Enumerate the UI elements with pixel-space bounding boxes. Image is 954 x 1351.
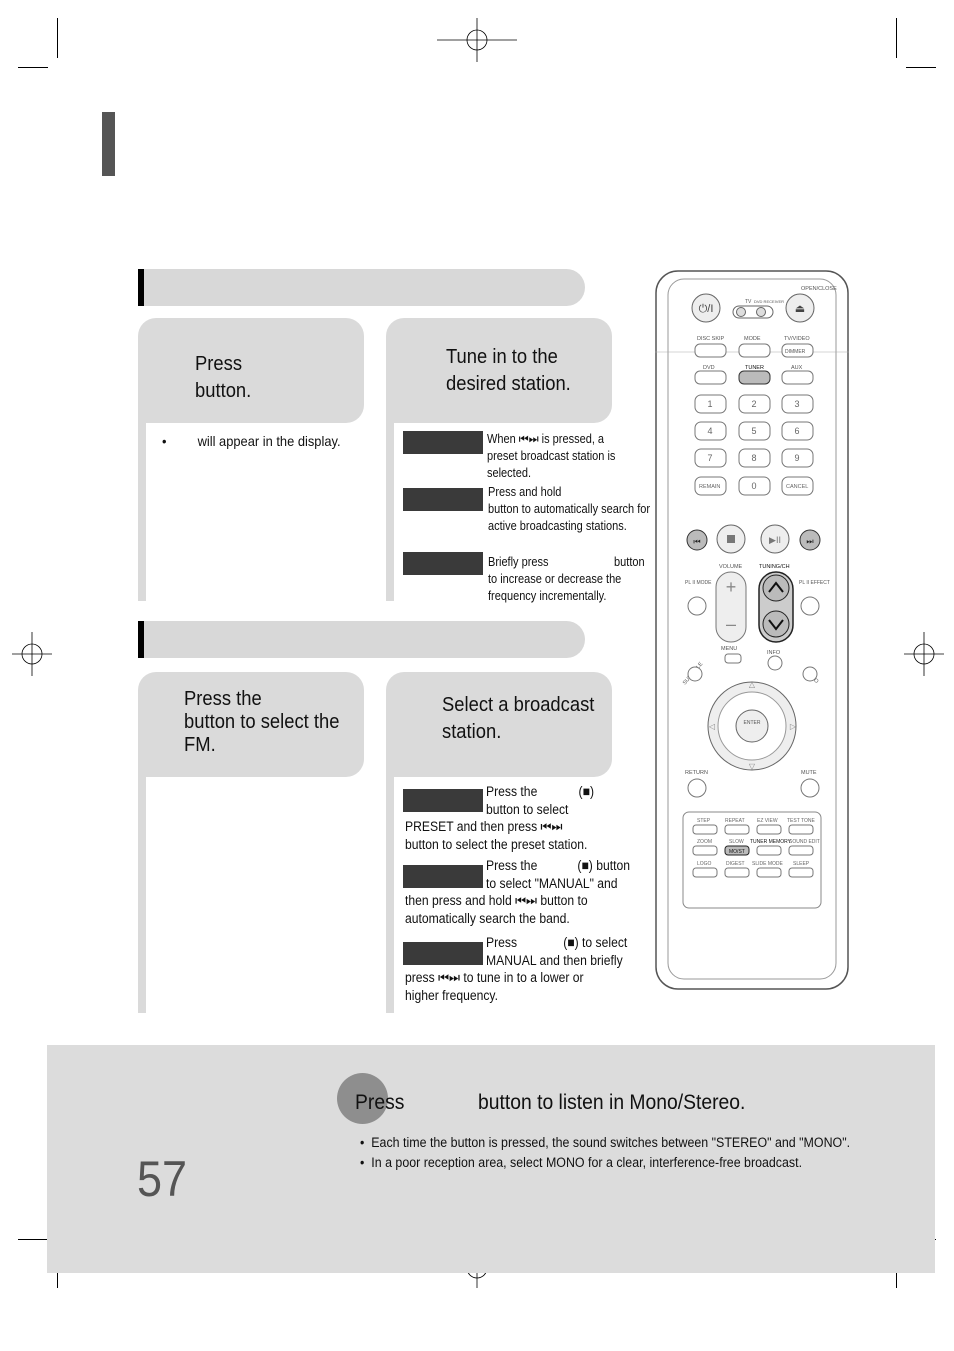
bottom-instruction: Press button to listen in Mono/Stereo.: [355, 1091, 746, 1114]
svg-text:PL II EFFECT: PL II EFFECT: [799, 580, 830, 586]
svg-text:9: 9: [794, 453, 800, 463]
svg-text:SLIDE MODE: SLIDE MODE: [752, 861, 783, 867]
svg-text:TV: TV: [745, 299, 752, 305]
svg-text:+: +: [725, 577, 737, 597]
eject-icon: [786, 294, 814, 322]
svg-text:MENU: MENU: [721, 646, 738, 652]
registration-mark-top: [437, 18, 517, 62]
skip-icon: ⏮⏭: [518, 432, 539, 446]
svg-text:MO/ST: MO/ST: [729, 849, 745, 855]
section-header-fm: [138, 621, 585, 658]
arrow-down-icon: ▽: [748, 762, 756, 771]
svg-text:TUNING/CH: TUNING/CH: [759, 564, 790, 570]
column-bar-b1: [138, 777, 146, 1013]
manual-a-text: Briefly press button to increase or decrease the frequency incrementally.: [488, 555, 645, 603]
stop-icon: [717, 525, 745, 553]
svg-text:DIGEST: DIGEST: [726, 861, 745, 867]
svg-text:EZ VIEW: EZ VIEW: [757, 818, 778, 824]
preset-b-text-1: Press the (■) button to select: [486, 784, 594, 817]
column-bar-b2: [386, 777, 394, 1013]
svg-text:2: 2: [751, 399, 757, 409]
step-a1-text: Press button.: [195, 353, 252, 402]
svg-text:DVD RECEIVER: DVD RECEIVER: [754, 299, 785, 304]
svg-text:⏭: ⏭: [806, 537, 814, 546]
svg-text:MUTE: MUTE: [801, 770, 817, 776]
svg-text:SUB TITLE: SUB: [681, 673, 694, 687]
svg-text:▶II: ▶II: [769, 535, 781, 545]
step-card-b1: [138, 672, 364, 777]
svg-text:DISC SKIP: DISC SKIP: [697, 336, 725, 342]
svg-text:TV/VIDEO: TV/VIDEO: [784, 336, 810, 342]
auto-a-text: Press and hold button to automatically search for active broadcasting stations.: [488, 485, 651, 533]
remote-control-illustration: [655, 270, 849, 990]
page-number: 57: [137, 1151, 188, 1207]
tag-manual-b: [403, 942, 483, 965]
svg-text:6: 6: [794, 426, 800, 436]
column-bar-a2: [386, 423, 394, 601]
svg-text:⏮: ⏮: [693, 537, 701, 546]
svg-text:SLEEP: SLEEP: [793, 861, 810, 867]
skip-back-icon: [687, 530, 707, 550]
svg-text:⏻/I: ⏻/I: [698, 303, 714, 315]
title-accent-bar: [102, 112, 115, 176]
svg-text:OPEN/CLOSE: OPEN/CLOSE: [801, 286, 837, 292]
svg-text:MODE: MODE: [744, 336, 761, 342]
arrow-up-icon: △: [748, 680, 756, 689]
skip-forward-icon: [800, 530, 820, 550]
auto-b-text-1: Press the (■) button to select "MANUAL" and: [486, 858, 630, 891]
step-b2-text: Select a broadcast station.: [442, 694, 595, 743]
svg-text:4: 4: [707, 426, 713, 436]
svg-text:8: 8: [751, 453, 757, 463]
svg-text:TEST TONE: TEST TONE: [787, 818, 815, 824]
svg-text:ZOOM: ZOOM: [697, 839, 712, 845]
manual-b-text-1: Press (■) to select MANUAL and then briefly: [486, 935, 628, 968]
svg-text:DVD: DVD: [703, 365, 715, 371]
arrow-right-icon: ▷: [789, 722, 797, 731]
svg-text:RETURN: RETURN: [685, 770, 708, 776]
svg-text:ENTER: ENTER: [743, 720, 761, 726]
bullet-poor-reception: In a poor reception area, select MONO for a clear, interference-free broadcast.: [371, 1155, 803, 1170]
power-icon: [692, 294, 720, 322]
tag-auto-a: [403, 488, 483, 511]
registration-mark-right: [904, 632, 944, 676]
step-a2-text: Tune in to the desired station.: [446, 346, 571, 395]
skip-icon: ⏮⏭: [540, 819, 563, 834]
skip-icon: ⏮⏭: [438, 970, 460, 985]
svg-text:0: 0: [751, 481, 757, 491]
svg-text:AUX: AUX: [791, 365, 803, 371]
tag-manual-a: [403, 552, 483, 575]
arrow-left-icon: ◁: [708, 722, 716, 731]
tag-preset-a: [403, 431, 483, 454]
bullet-stereo-mono: Each time the button is pressed, the sound switches between "STEREO" and "MONO".: [371, 1135, 851, 1150]
tag-preset-b: [403, 789, 483, 812]
svg-text:CANCEL: CANCEL: [786, 484, 809, 490]
svg-text:DIMMER: DIMMER: [785, 349, 806, 355]
svg-text:SOUND EDIT: SOUND EDIT: [789, 839, 820, 845]
step-b1-text: Press the button to select the FM.: [184, 688, 340, 756]
play-pause-icon: [761, 525, 789, 553]
svg-text:INFO: INFO: [767, 650, 781, 656]
svg-text:–: –: [725, 614, 737, 634]
svg-text:VOLUME: VOLUME: [719, 564, 743, 570]
skip-icon: ⏮⏭: [515, 893, 538, 908]
svg-text:REPEAT: REPEAT: [725, 818, 745, 824]
svg-text:REMAIN: REMAIN: [699, 484, 721, 490]
svg-text:STEP: STEP: [697, 818, 711, 824]
tag-auto-b: [403, 865, 483, 888]
step-a1-note: • will appear in the display.: [162, 433, 341, 449]
svg-text:1: 1: [707, 399, 713, 409]
auto-b-text-2: then press and hold ⏮⏭ button to automatically search the band.: [405, 893, 588, 926]
svg-text:PL II MODE: PL II MODE: [685, 580, 712, 586]
step-card-a2: [386, 318, 612, 423]
svg-text:3: 3: [794, 399, 800, 409]
svg-text:TUNER: TUNER: [745, 365, 764, 371]
svg-text:TUNER MEMORY: TUNER MEMORY: [750, 839, 792, 845]
svg-text:⏏: ⏏: [794, 303, 806, 315]
svg-text:SLOW: SLOW: [729, 839, 744, 845]
svg-text:7: 7: [707, 453, 713, 463]
step-card-a1: [138, 318, 364, 423]
manual-b-text-2: press ⏮⏭ to tune in to a lower or higher frequency.: [405, 970, 584, 1003]
svg-text:5: 5: [751, 426, 757, 436]
svg-text:LOGO: LOGO: [697, 861, 712, 867]
registration-mark-left: [12, 632, 52, 676]
bottom-bullets: • Each time the button is pressed, the sound switches between "STEREO" and "MONO". • In a poor reception area, select MONO for a clear, interference-free broadcast.: [360, 1135, 851, 1170]
column-bar-a1: [138, 423, 146, 601]
preset-a-text: When ⏮⏭ is pressed, a preset broadcast station is selected.: [487, 432, 616, 480]
preset-b-text-2: PRESET and then press ⏮⏭ button to select the preset station.: [405, 819, 588, 852]
step-card-b2: [386, 672, 612, 777]
section-header-preset: [138, 269, 585, 306]
